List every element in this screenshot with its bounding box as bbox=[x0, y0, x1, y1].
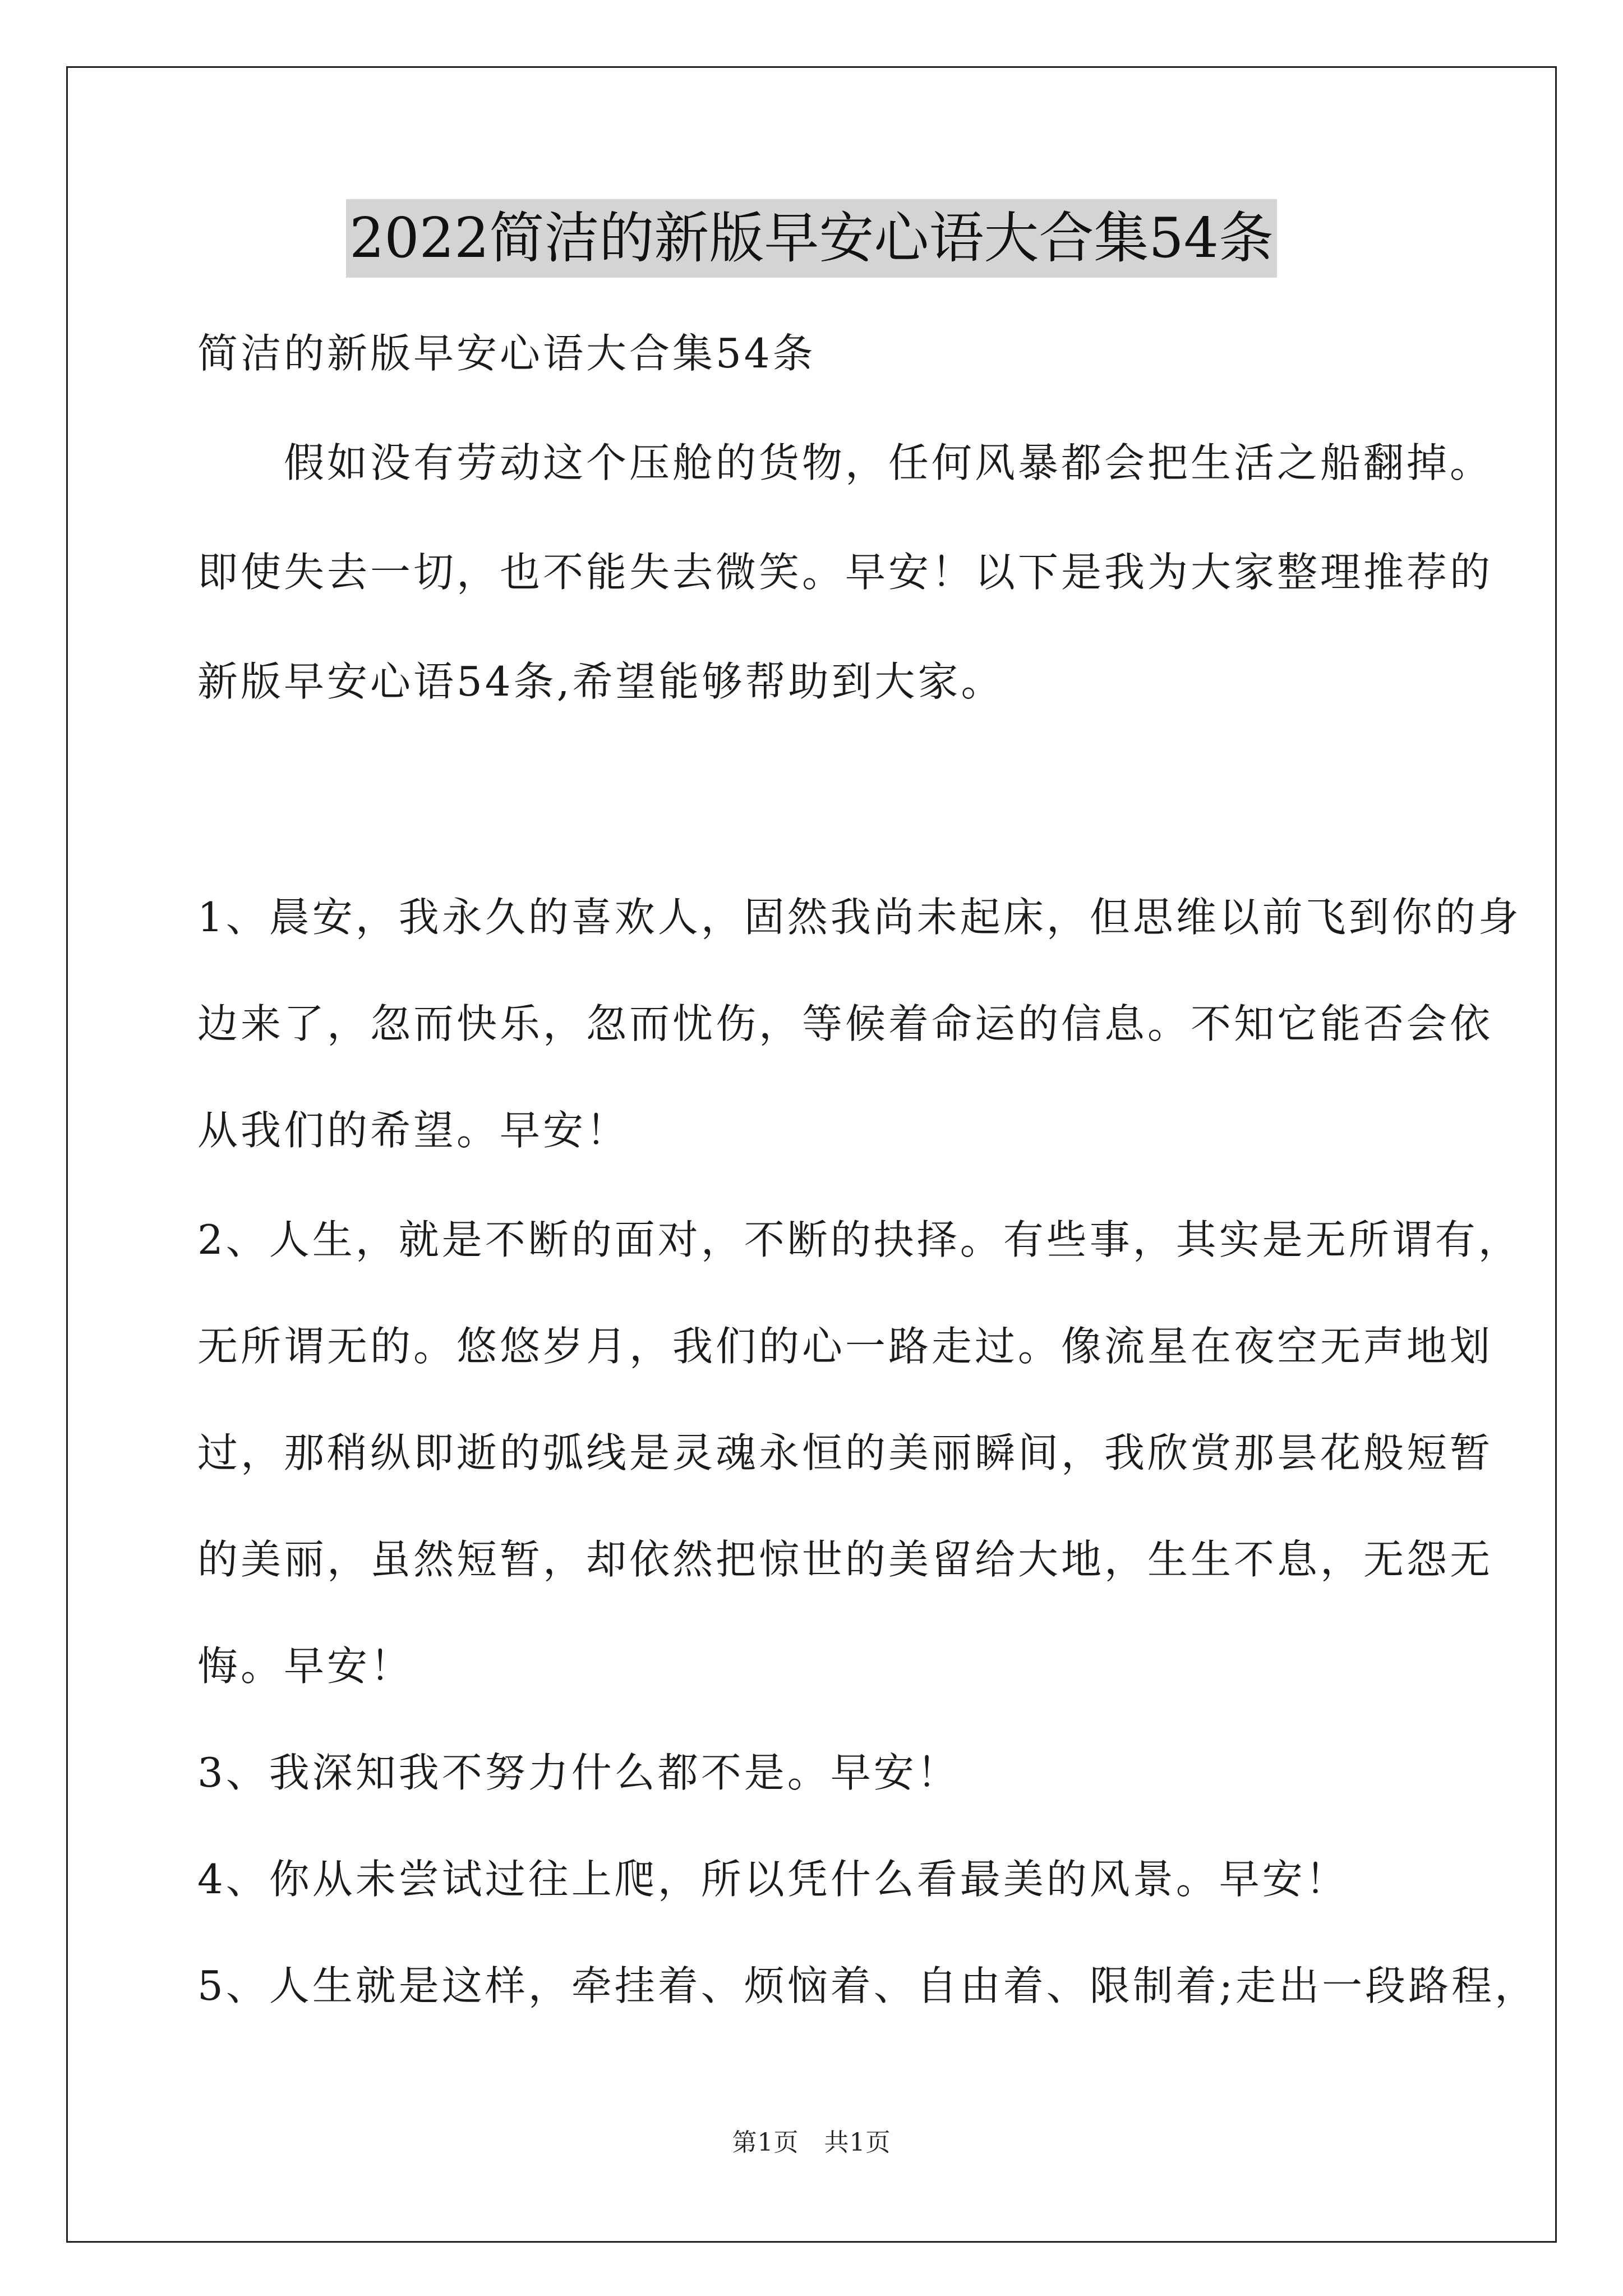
paragraph-line: 悔。早安！ bbox=[197, 1642, 414, 1690]
paragraph-line: 3、我深知我不努力什么都不是。早安！ bbox=[197, 1749, 960, 1796]
paragraph-line: 过，那稍纵即逝的弧线是灵魂永恒的美丽瞬间，我欣赏那昙花般短暂 bbox=[197, 1429, 1493, 1476]
paragraph-line: 假如没有劳动这个压舱的货物，任何风暴都会把生活之船翻掉。 bbox=[197, 439, 1493, 486]
paragraph-line: 即使失去一切，也不能失去微笑。早安！以下是我为大家整理推荐的 bbox=[197, 549, 1493, 596]
paragraph-line: 4、你从未尝试过往上爬，所以凭什么看最美的风景。早安！ bbox=[197, 1856, 1349, 1903]
paragraph-line: 的美丽，虽然短暂，却依然把惊世的美留给大地，生生不息，无怨无 bbox=[197, 1536, 1493, 1583]
paragraph-line: 2、人生，就是不断的面对，不断的抉择。有些事，其实是无所谓有， bbox=[197, 1216, 1521, 1263]
document-title: 2022简洁的新版早安心语大合集54条 bbox=[346, 199, 1277, 278]
paragraph-line: 5、人生就是这样，牵挂着、烦恼着、自由着、限制着;走出一段路程， bbox=[197, 1962, 1538, 2009]
title-block bbox=[0, 199, 1623, 278]
paragraph-line: 1、晨安，我永久的喜欢人，固然我尚未起床，但思维以前飞到你的身 bbox=[197, 894, 1521, 941]
paragraph-line: 新版早安心语54条,希望能够帮助到大家。 bbox=[197, 658, 1004, 705]
paragraph-line: 无所谓无的。悠悠岁月，我们的心一路走过。像流星在夜空无声地划 bbox=[197, 1323, 1493, 1370]
paragraph-line: 边来了，忽而快乐，忽而忧伤，等候着命运的信息。不知它能否会依 bbox=[197, 1000, 1493, 1047]
document-subtitle: 简洁的新版早安心语大合集54条 bbox=[197, 330, 816, 377]
paragraph-line: 从我们的希望。早安！ bbox=[197, 1107, 630, 1154]
page-number-footer: 第1页 共1页 bbox=[732, 2128, 891, 2157]
